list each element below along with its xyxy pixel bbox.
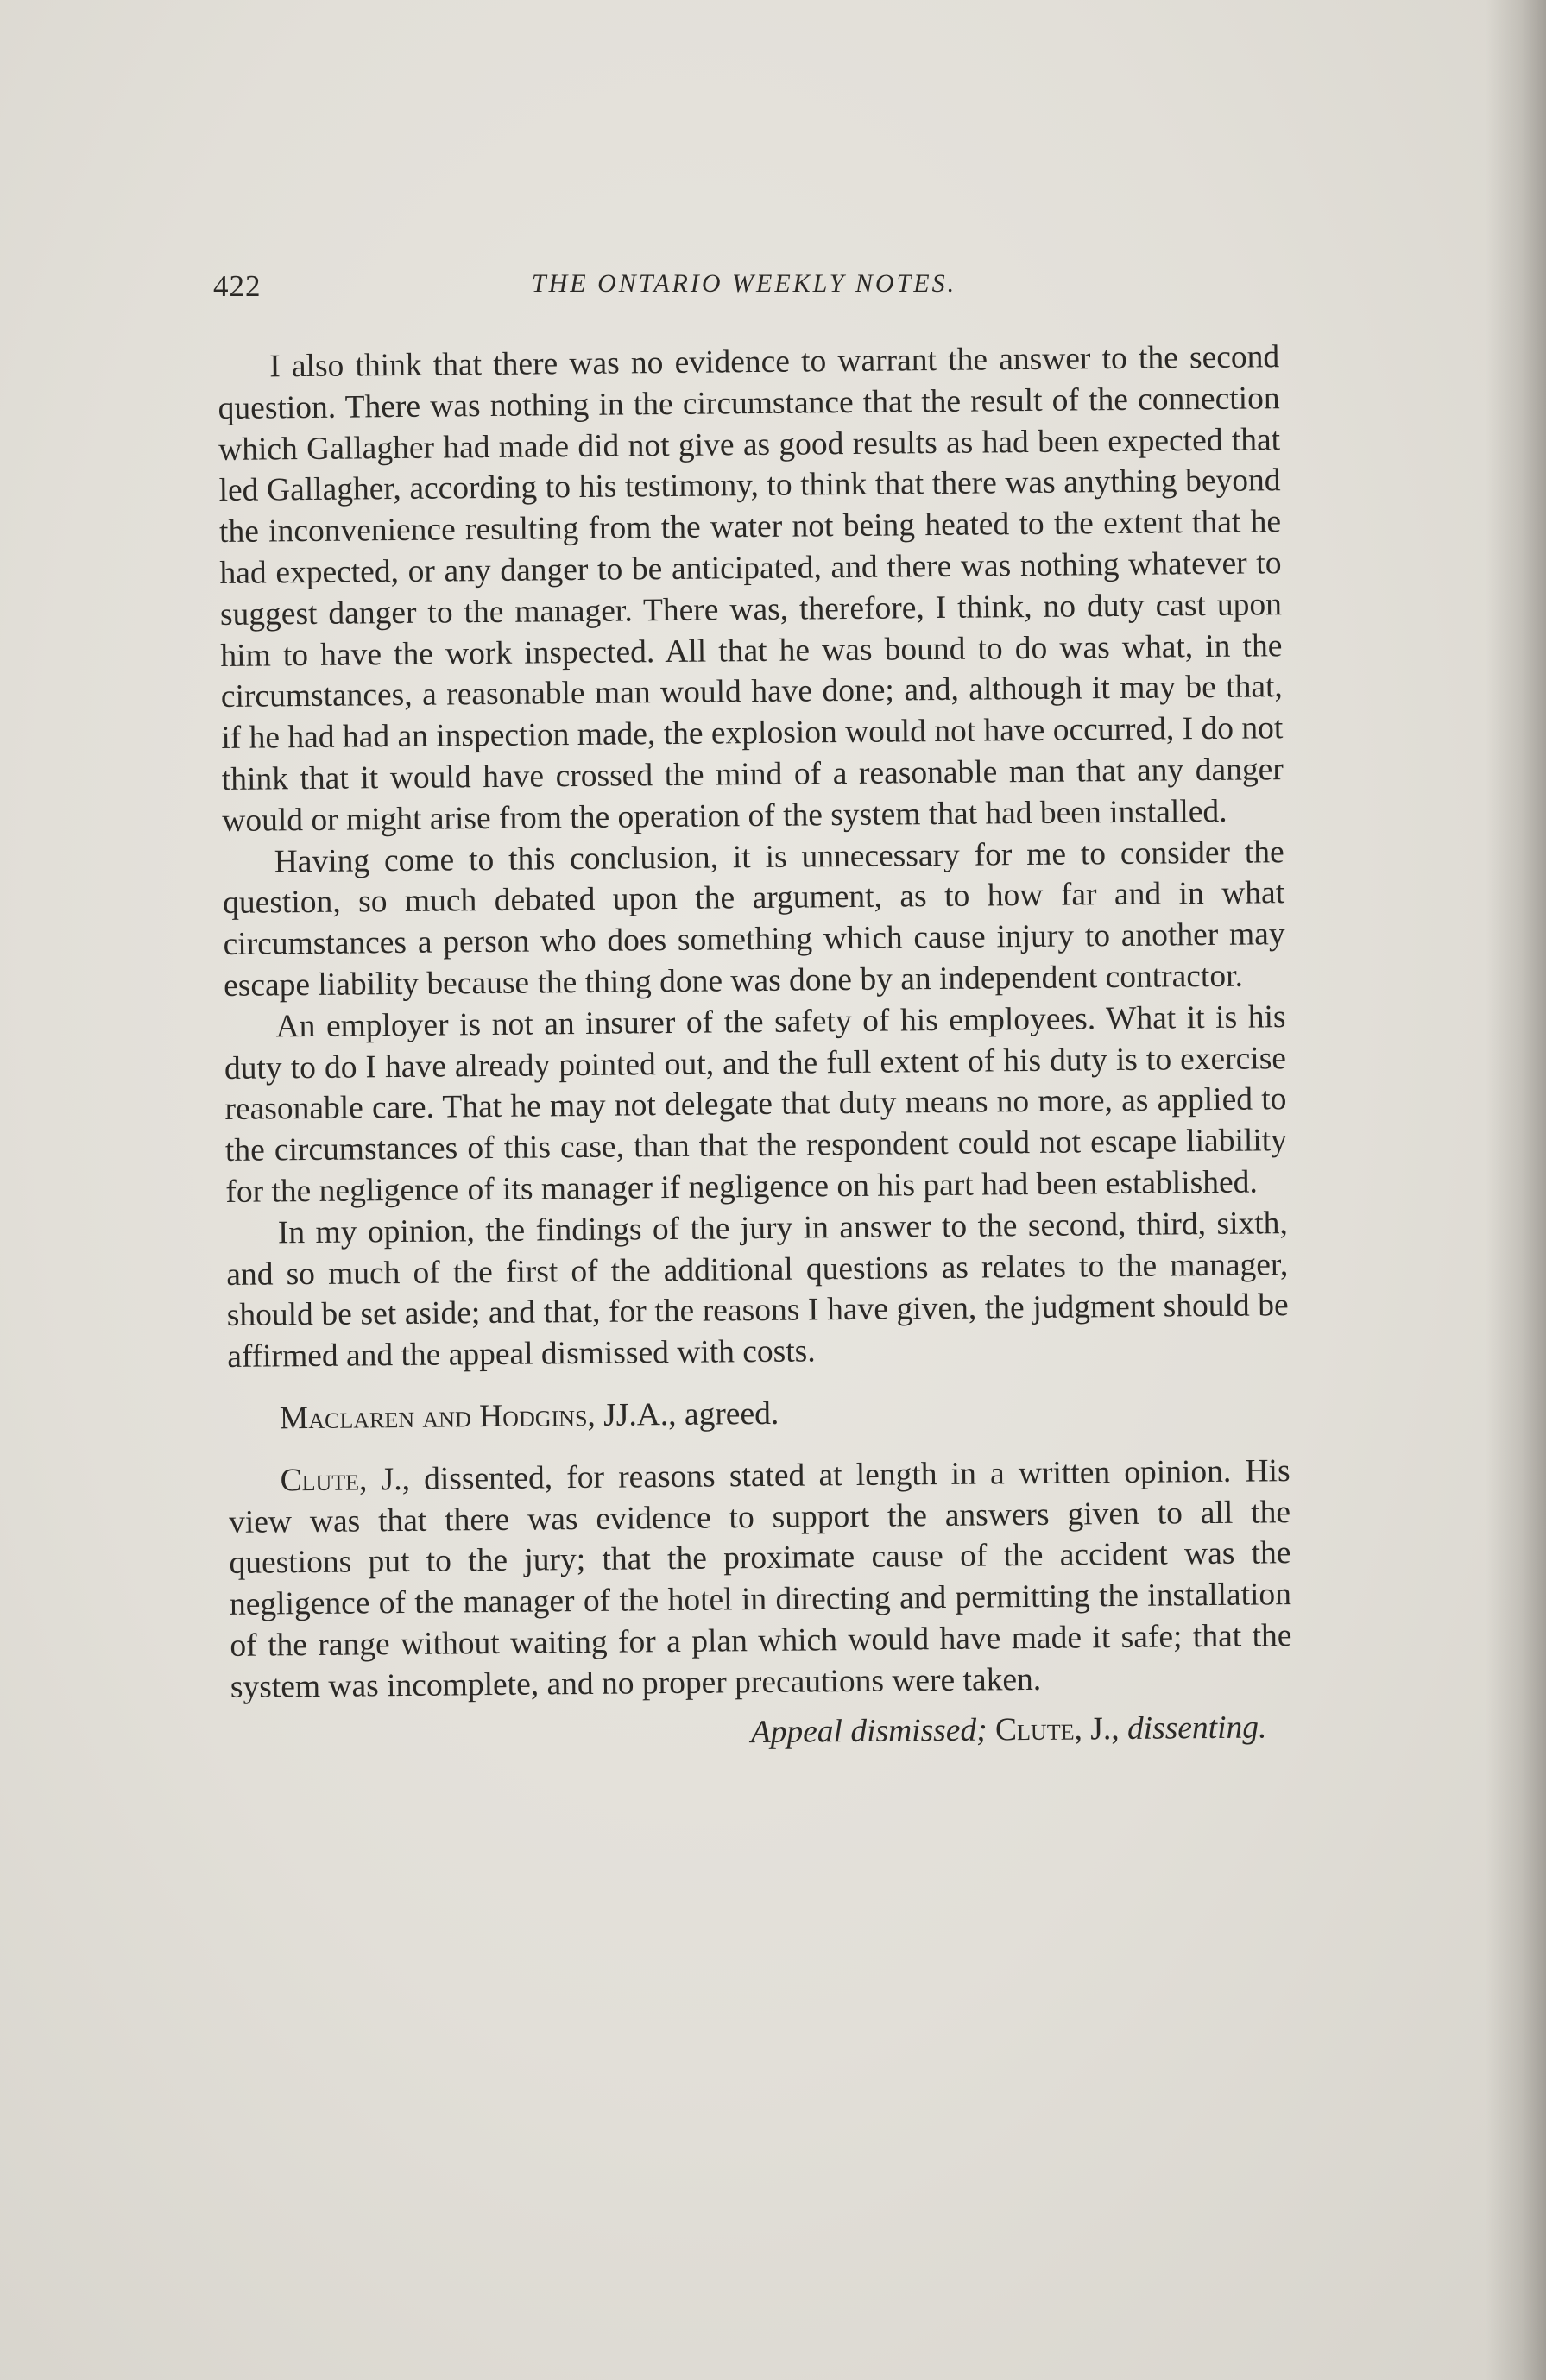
page-header: [213, 269, 1275, 321]
page-number: 422: [213, 269, 262, 303]
disposition-judge: Clute: [994, 1711, 1075, 1747]
paragraph-employer-duty: An employer is not an insurer of the safety of his employees. What it is his duty to do I have already pointed out, and the full extent of his duty is to exercise reasonable care. That he may not delegate that duty means no more, as applied to the circumstances of this case, than that the respondent could not escape liability for the negligence of its manager if negligence on his part had been established.: [224, 998, 1288, 1210]
paragraph-evidence: I also think that there was no evidence to warrant the answer to the second question. There was nothing in the circumstance that the result of the connection which Gallagher had made did not give as good results as had been expected that led Gallagher, according to his testimony, to think that there was anything beyond the inconvenience resulting from the water not being heated to the extent that he had expected, or any danger to be anticipated, and there was nothing whatever to suggest danger to the manager. There was, therefore, I think, no duty cast upon him to have the work inspected. All that he was bound to do was what, in the circumstances, a reasonable man would have done; and, although it may be that, if he had had an inspection made, the explosion would not have occurred, I do not think that it would have crossed the mind of a reasonable man that any danger would or might arise from the operation of the system that had been installed.: [218, 339, 1284, 839]
concurrence-text: , JJ.A., agreed.: [587, 1395, 779, 1433]
running-title: THE ONTARIO WEEKLY NOTES.: [531, 269, 957, 298]
paragraph-concurrence: [228, 1388, 1290, 1440]
paragraph-conclusion: Having come to this conclusion, it is unnecessary for me to consider the question, so much debated upon the argument, as to how far and in what circumstances a person who does something which cause injury to another may escape liability because the thing done was done by an independent contractor.: [222, 834, 1285, 1004]
disposition-line: [230, 1707, 1292, 1759]
concurring-judges: Maclaren and Hodgins: [279, 1397, 588, 1437]
dissenting-judge: Clute: [280, 1462, 360, 1499]
paragraph-dissent: [228, 1451, 1292, 1709]
paragraph-opinion: In my opinion, the findings of the jury in answer to the second, third, sixth, and so much of the first of the additional questions as relates to the manager, should be set aside; and that, for the reasons I have given, the judgment should be affirmed and the appeal dismissed with costs.: [226, 1205, 1289, 1376]
disposition-dissent: dissenting.: [1126, 1709, 1267, 1747]
body-text: [218, 337, 1293, 1758]
disposition-result: Appeal dismissed;: [750, 1712, 988, 1750]
disposition-judge-suffix: , J.,: [1074, 1710, 1120, 1747]
dissent-text: , J., dissented, for reasons stated at length in a written opinion. His view was that there was evidence to support the answers given to all the questions put to the jury; that the proximate cause of the accident was the negligence of the manager of the hotel in directing and permitting the installation of the range without waiting for a plan which would have made it safe; that the system was incomplete, and no proper precautions were taken.: [228, 1452, 1292, 1705]
